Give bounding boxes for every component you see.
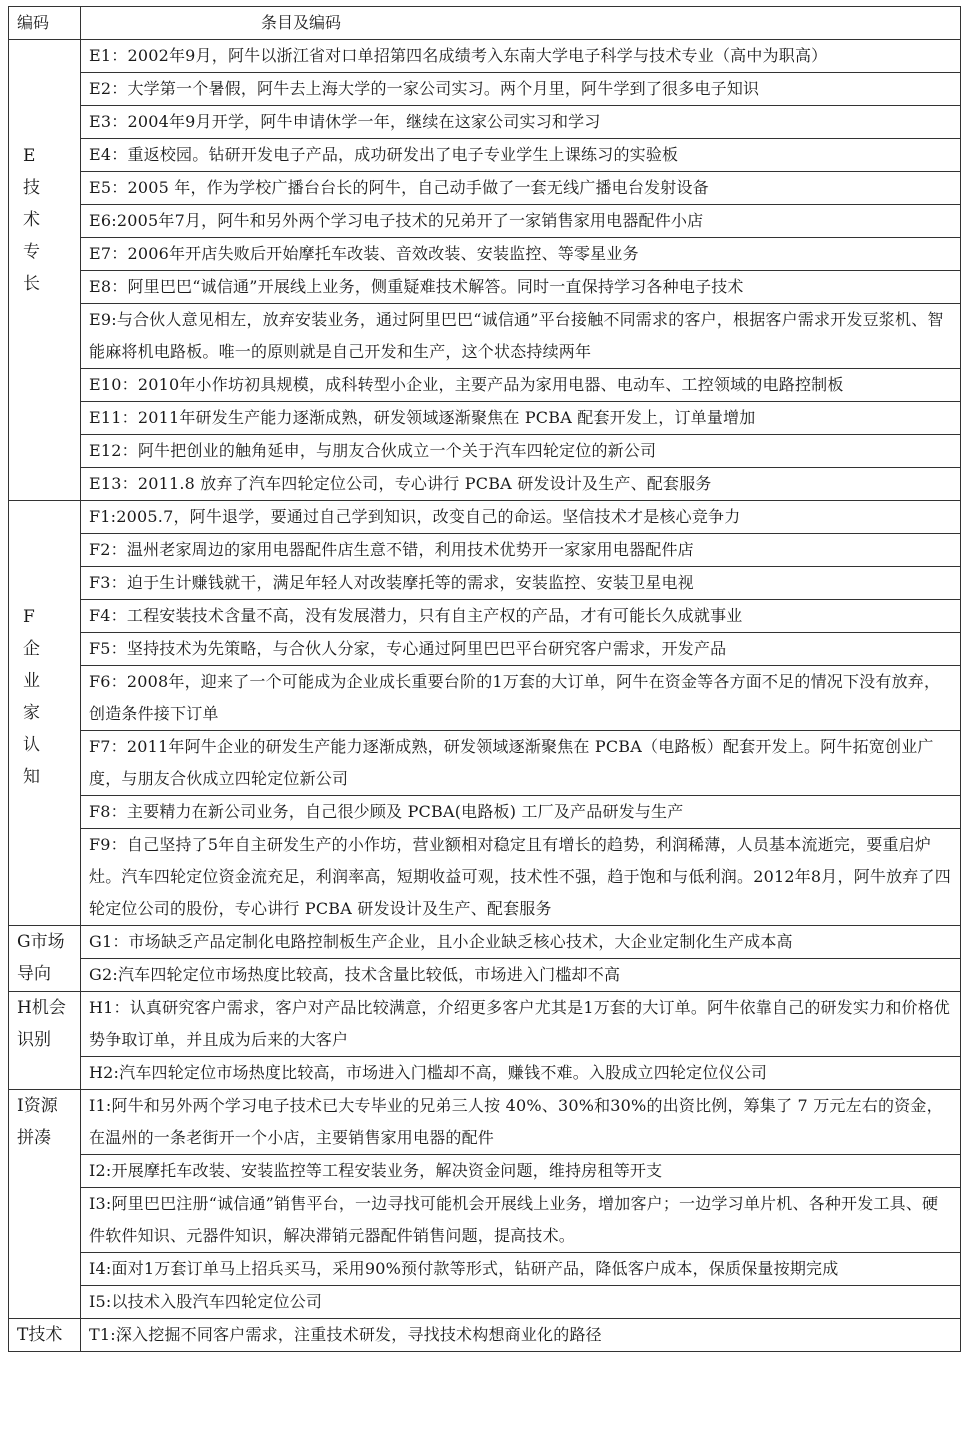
- item-cell: E3：2004年9月开学，阿牛申请休学一年，继续在这家公司实习和学习: [81, 106, 961, 139]
- item-cell: F2：温州老家周边的家用电器配件店生意不错，利用技术优势开一家家用电器配件店: [81, 534, 961, 567]
- item-cell: E7：2006年开店失败后开始摩托车改装、音效改装、安装监控、等零星业务: [81, 238, 961, 271]
- category-char: 知: [23, 767, 40, 787]
- item-cell: F9：自己坚持了5年自主研发生产的小作坊，营业额相对稳定且有增长的趋势，利润稀薄，人员基本流逝完，要重启炉灶。汽车四轮定位资金流充足，利润率高，短期收益可观，技术性不强，趋于饱和与低利润。2012年8月，阿牛放弃了四轮定位公司的股份，专心讲行 PCBA 研发设计及生产、配套服务: [81, 829, 961, 926]
- coding-table: [8, 6, 961, 1352]
- item-cell: H2:汽车四轮定位市场热度比较高，市场进入门槛却不高，赚钱不难。入股成立四轮定位仪公司: [81, 1057, 961, 1090]
- item-cell: F3：迫于生计赚钱就干，满足年轻人对改装摩托等的需求，安装监控、安装卫星电视: [81, 567, 961, 600]
- table-row: [9, 731, 961, 796]
- table-row: [9, 172, 961, 205]
- item-cell: I5:以技术入股汽车四轮定位公司: [81, 1286, 961, 1319]
- item-cell: F1:2005.7，阿牛退学，要通过自己学到知识，改变自己的命运。坚信技术才是核心竞争力: [81, 501, 961, 534]
- item-cell: E8：阿里巴巴“诚信通”开展线上业务，侧重疑难技术解答。同时一直保持学习各种电子技术: [81, 271, 961, 304]
- category-char: 技: [23, 178, 40, 198]
- table-row: [9, 501, 961, 534]
- category-cell: [9, 501, 81, 926]
- table-row: [9, 1155, 961, 1188]
- category-cell: H机会识别: [9, 992, 81, 1090]
- item-cell: F8：主要精力在新公司业务，自己很少顾及 PCBA(电路板) 工厂及产品研发与生产: [81, 796, 961, 829]
- table-row: [9, 106, 961, 139]
- table-row: [9, 1188, 961, 1253]
- item-cell: E13：2011.8 放弃了汽车四轮定位公司，专心讲行 PCBA 研发设计及生产、配套服务: [81, 468, 961, 501]
- item-cell: F5：坚持技术为先策略，与合伙人分家，专心通过阿里巴巴平台研究客户需求，开发产品: [81, 633, 961, 666]
- item-cell: E6:2005年7月，阿牛和另外两个学习电子技术的兄弟开了一家销售家用电器配件小店: [81, 205, 961, 238]
- item-cell: I4:面对1万套订单马上招兵买马，采用90%预付款等形式，钻研产品，降低客户成本，保质保量按期完成: [81, 1253, 961, 1286]
- table-row: [9, 139, 961, 172]
- table-row: [9, 1319, 961, 1352]
- item-cell: E1：2002年9月，阿牛以浙江省对口单招第四名成绩考入东南大学电子科学与技术专业（高中为职高）: [81, 40, 961, 73]
- header-items: 条目及编码: [81, 7, 961, 40]
- item-cell: I2:开展摩托车改装、安装监控等工程安装业务，解决资金问题，维持房租等开支: [81, 1155, 961, 1188]
- item-cell: E2：大学第一个暑假，阿牛去上海大学的一家公司实习。两个月里，阿牛学到了很多电子知识: [81, 73, 961, 106]
- table-row: [9, 926, 961, 959]
- item-cell: G2:汽车四轮定位市场热度比较高，技术含量比较低，市场进入门槛却不高: [81, 959, 961, 992]
- category-char: 家: [23, 703, 40, 723]
- item-cell: I3:阿里巴巴注册“诚信通”销售平台，一边寻找可能机会开展线上业务，增加客户；一边学习单片机、各种开发工具、硬件软件知识、元器件知识，解决滞销元器配件销售问题，提高技术。: [81, 1188, 961, 1253]
- table-row: [9, 1286, 961, 1319]
- table-row: [9, 1090, 961, 1155]
- item-cell: F6：2008年，迎来了一个可能成为企业成长重要台阶的1万套的大订单，阿牛在资金等各方面不足的情况下没有放弃，创造条件接下订单: [81, 666, 961, 731]
- category-cell: [9, 40, 81, 501]
- item-cell: T1:深入挖掘不同客户需求，注重技术研发，寻找技术构想商业化的路径: [81, 1319, 961, 1352]
- table-row: [9, 600, 961, 633]
- item-cell: E10：2010年小作坊初具规模，成科转型小企业，主要产品为家用电器、电动车、工控领域的电路控制板: [81, 369, 961, 402]
- table-row: [9, 271, 961, 304]
- table-row: [9, 468, 961, 501]
- table-row: [9, 1253, 961, 1286]
- item-cell: E9:与合伙人意见相左，放弃安装业务，通过阿里巴巴“诚信通”平台接触不同需求的客户，根据客户需求开发豆浆机、智能麻将机电路板。唯一的原则就是自己开发和生产，这个状态持续两年: [81, 304, 961, 369]
- category-char: F: [23, 607, 35, 627]
- table-row: [9, 633, 961, 666]
- table-row: [9, 992, 961, 1057]
- item-cell: E5：2005 年，作为学校广播台台长的阿牛，自己动手做了一套无线广播电台发射设备: [81, 172, 961, 205]
- category-cell: G市场导向: [9, 926, 81, 992]
- table-row: [9, 40, 961, 73]
- table-row: [9, 796, 961, 829]
- table-row: [9, 567, 961, 600]
- table-row: [9, 435, 961, 468]
- category-char: E: [23, 146, 36, 166]
- item-cell: F4：工程安装技术含量不高，没有发展潜力，只有自主产权的产品，才有可能长久成就事业: [81, 600, 961, 633]
- table-row: [9, 829, 961, 926]
- item-cell: F7：2011年阿牛企业的研发生产能力逐渐成熟，研发领域逐渐聚焦在 PCBA（电路板）配套开发上。阿牛拓宽创业广度，与朋友合伙成立四轮定位新公司: [81, 731, 961, 796]
- table-row: [9, 369, 961, 402]
- category-char: 认: [23, 735, 40, 755]
- item-cell: G1：市场缺乏产品定制化电路控制板生产企业，且小企业缺乏核心技术，大企业定制化生产成本高: [81, 926, 961, 959]
- category-char: 长: [23, 274, 40, 294]
- table-row: [9, 73, 961, 106]
- table-row: [9, 666, 961, 731]
- item-cell: E12：阿牛把创业的触角延申，与朋友合伙成立一个关于汽车四轮定位的新公司: [81, 435, 961, 468]
- table-row: [9, 1057, 961, 1090]
- item-cell: E11：2011年研发生产能力逐渐成熟，研发领域逐渐聚焦在 PCBA 配套开发上，订单量增加: [81, 402, 961, 435]
- table-row: [9, 534, 961, 567]
- item-cell: I1:阿牛和另外两个学习电子技术已大专毕业的兄弟三人按 40%、30%和30%的出资比例，筹集了 7 万元左右的资金，在温州的一条老街开一个小店，主要销售家用电器的配件: [81, 1090, 961, 1155]
- item-cell: E4：重返校园。钻研开发电子产品，成功研发出了电子专业学生上课练习的实验板: [81, 139, 961, 172]
- category-char: 术: [23, 210, 40, 230]
- table-body: [9, 40, 961, 1352]
- category-char: 业: [23, 671, 40, 691]
- table-header-row: [9, 7, 961, 40]
- table-row: [9, 959, 961, 992]
- table-row: [9, 402, 961, 435]
- table-row: [9, 205, 961, 238]
- category-cell: T技术: [9, 1319, 81, 1352]
- table-row: [9, 238, 961, 271]
- item-cell: H1：认真研究客户需求，客户对产品比较满意，介绍更多客户尤其是1万套的大订单。阿牛依靠自己的研发实力和价格优势争取订单，并且成为后来的大客户: [81, 992, 961, 1057]
- category-char: 企: [23, 639, 40, 659]
- table-row: [9, 304, 961, 369]
- header-code: 编码: [9, 7, 81, 40]
- category-cell: I资源拼凑: [9, 1090, 81, 1319]
- category-char: 专: [23, 242, 40, 262]
